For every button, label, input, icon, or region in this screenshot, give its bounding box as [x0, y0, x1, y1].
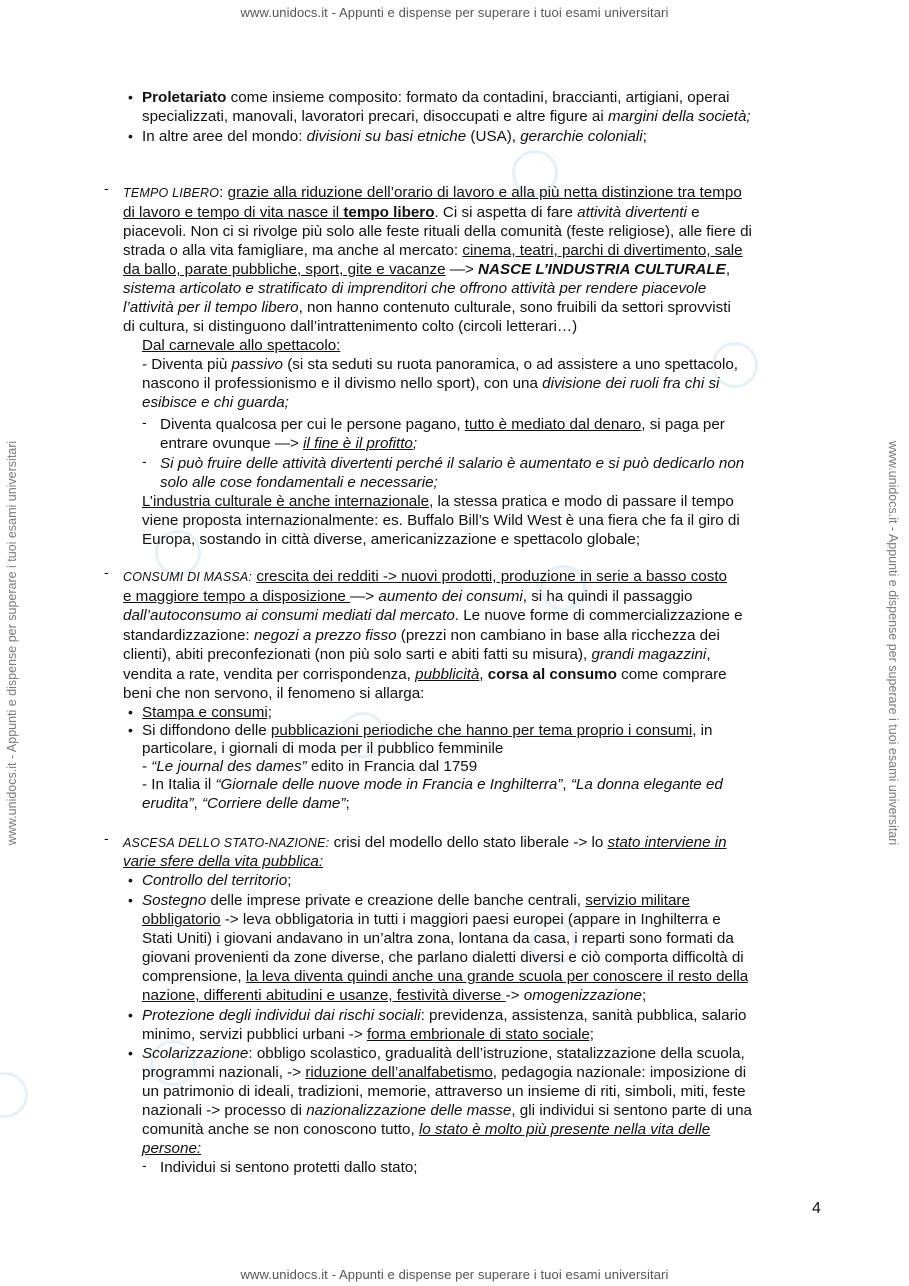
paragraph-line: [142, 967, 748, 986]
side-watermark-right: [886, 441, 900, 845]
text: , si paga per: [641, 416, 725, 433]
paragraph-line: [123, 183, 742, 203]
text-underline: cinema, teatri, parchi di divertimento, sale: [462, 242, 743, 259]
paragraph-line: [142, 127, 647, 146]
text: : obbligo scolastico, gradualità dell’istruzione, statalizzazione della scuola,: [248, 1045, 745, 1062]
bullet-icon: •: [128, 128, 133, 144]
paragraph-line: Si può fruire delle attività divertenti perché il salario è aumentato e si può dedicarlo non: [160, 455, 745, 472]
text-italic: attività divertenti: [577, 204, 687, 221]
text: Si diffondono delle: [142, 722, 271, 739]
side-watermark-right-text: www.unidocs.it - Appunti e dispense per superare i tuoi esami universitari: [886, 440, 900, 846]
dash-icon: -: [142, 1157, 147, 1173]
text: ;: [412, 435, 418, 452]
paragraph-line: [123, 626, 720, 645]
text-italic: Protezione degli individui dai rischi sociali: [142, 1007, 421, 1024]
text: , in: [692, 722, 713, 739]
text-italic: passivo: [231, 356, 283, 373]
paragraph-line: [123, 260, 730, 279]
side-watermark-left-text: www.unidocs.it - Appunti e dispense per superare i tuoi esami universitari: [5, 440, 19, 846]
paragraph-line: [123, 833, 727, 853]
text-italic: erudita”: [142, 795, 194, 812]
dash-icon: -: [142, 453, 147, 469]
page-number: 4: [812, 1200, 821, 1217]
dash-icon: -: [104, 180, 109, 196]
text: (prezzi non cambiano in base alla ricchezza dei: [396, 627, 720, 644]
paragraph-line: [123, 665, 727, 684]
paragraph-line: sistema articolato e stratificato di imprenditori che offrono attività per rendere piacevole: [123, 280, 707, 297]
text-italic-underline: il fine è il profitto: [303, 435, 413, 452]
text: e: [686, 204, 700, 221]
page-header-watermark: www.unidocs.it - Appunti e dispense per superare i tuoi esami universitari: [240, 5, 669, 20]
paragraph-line: [123, 241, 743, 260]
paragraph-line: piacevoli. Non ci si rivolge più solo alle feste rituali della comunità (feste religiose), alle fiere di: [123, 223, 752, 240]
paragraph-line: Individui si sentono protetti dallo stato;: [160, 1159, 418, 1176]
text-bold: corsa al consumo: [487, 666, 617, 683]
text: , si ha quindi il passaggio: [522, 588, 693, 605]
text: come comprare: [616, 666, 727, 683]
text: come insieme composito: formato da contadini, braccianti, artigiani, operai: [226, 89, 730, 106]
subheading-line: Dal carnevale allo spettacolo:: [142, 337, 341, 354]
dash-icon: -: [142, 414, 147, 430]
bullet-icon: •: [128, 892, 133, 908]
section-heading: TEMPO LIBERO: [123, 186, 220, 200]
text: comunità anche se non conoscono tutto,: [142, 1121, 419, 1138]
paragraph-line: viene proposta internazionalmente: es. Buffalo Bill’s Wild West è una fiera che fa il giro di: [142, 512, 740, 529]
paragraph-line: [142, 1025, 594, 1044]
text-underline: di lavoro e tempo di vita nasce il: [123, 204, 344, 221]
text: nazionali -> processo di: [142, 1102, 307, 1119]
paragraph-line: Stati Uniti) i giovani andavano in un’altra zona, lontana da casa, i reparti sono formati da: [142, 930, 734, 947]
bullet-icon: •: [128, 704, 133, 720]
text: delle imprese private e creazione delle banche centrali,: [206, 892, 586, 909]
text-underline: crescita dei redditi -> nuovi prodotti, produzione in serie a basso costo: [256, 568, 727, 585]
text: In altre aree del mondo:: [142, 128, 307, 145]
paragraph-line: solo alle cose fondamentali e necessarie;: [160, 474, 438, 491]
text-italic-underline: lo stato è molto più presente nella vita delle: [418, 1121, 711, 1138]
dash-icon: -: [104, 564, 109, 580]
text: entrare ovunque —>: [160, 435, 304, 452]
paragraph-line: varie sfere della vita pubblica:: [123, 853, 324, 870]
paragraph-line: [123, 587, 692, 606]
paragraph-line: [142, 1120, 710, 1139]
text-italic: “Corriere delle dame”: [201, 795, 346, 812]
text-underline: pubblicazioni periodiche che hanno per tema proprio i consumi: [270, 722, 693, 739]
text: crisi del modello dello stato liberale -> lo: [329, 834, 608, 851]
text: , gli individui si sentono parte di una: [511, 1102, 752, 1119]
text: -: [142, 758, 152, 775]
paragraph-line: [123, 645, 711, 664]
text: ,: [725, 261, 731, 278]
text: minimo, servizi pubblici urbani ->: [142, 1026, 367, 1043]
text: programmi nazionali, ->: [142, 1064, 306, 1081]
text: ,: [479, 666, 488, 683]
text: edito in Francia dal 1759: [306, 758, 478, 775]
paragraph-line: [160, 434, 417, 453]
text: -> leva obbligatoria in tutti i maggiori paesi europei (appare in Inghilterra e: [220, 911, 721, 928]
text-italic: omogenizzazione: [523, 987, 642, 1004]
text: - In Italia il: [142, 776, 216, 793]
paragraph-line: [142, 986, 646, 1005]
text: specializzati, manovali, lavoratori precari, disoccupati e altre figure ai: [142, 108, 608, 125]
paragraph-line: giovani provenienti da zone diverse, che parlano dialetti diversi e ciò comporta difficoltà di: [142, 949, 744, 966]
paragraph-line: [142, 721, 712, 740]
paragraph-line: [142, 1101, 752, 1120]
text-italic: negozi a prezzo fisso: [253, 627, 397, 644]
text: . Ci si aspetta di fare: [434, 204, 578, 221]
text-underline: L’industria culturale è anche internazionale: [142, 493, 430, 510]
paragraph-line: [142, 775, 723, 794]
bullet-icon: •: [128, 1007, 133, 1023]
text-italic: divisioni su basi etniche: [306, 128, 467, 145]
paragraph-line: [142, 910, 721, 929]
paragraph-line: [123, 203, 700, 222]
paragraph-line: [142, 1063, 746, 1082]
text: ;: [287, 872, 292, 889]
text-underline: nazione, differenti abitudini e usanze, festività diverse: [142, 987, 506, 1004]
paragraph-line: [142, 1044, 745, 1063]
bullet-icon: •: [128, 1045, 133, 1061]
paragraph-line: [142, 107, 751, 126]
text: , la stessa pratica e modo di passare il tempo: [429, 493, 734, 510]
text-italic: dall’autoconsumo ai consumi mediati dal mercato: [123, 607, 455, 624]
paragraph-line: di cultura, si distinguono dall’intrattenimento colto (circoli letterari…): [123, 318, 578, 335]
text-underline: la leva diventa quindi anche una grande scuola per conoscere il resto della: [245, 968, 749, 985]
page-footer-watermark: www.unidocs.it - Appunti e dispense per superare i tuoi esami universitari: [240, 1267, 669, 1282]
bullet-icon: •: [128, 872, 133, 888]
text: :: [219, 184, 228, 201]
text-italic: nazionalizzazione delle masse: [306, 1102, 512, 1119]
paragraph-line: [142, 374, 719, 393]
text: vendita a rate, vendita per corrispondenza,: [123, 666, 416, 683]
text-italic: “Le journal des dames”: [151, 758, 307, 775]
text: ;: [641, 987, 647, 1004]
section-heading: CONSUMI DI MASSA:: [123, 570, 253, 584]
text: (USA),: [466, 128, 521, 145]
text: , non hanno contenuto culturale, sono fruibili da settori sprovvisti: [298, 299, 731, 316]
paragraph-line: [123, 606, 743, 625]
section-heading: ASCESA DELLO STATO-NAZIONE:: [123, 836, 330, 850]
watermark-logo-icon: [0, 1072, 28, 1118]
text: (si sta seduti su ruota panoramica, o ad assistere a uno spettacolo,: [282, 356, 739, 373]
text-italic: gerarchie coloniali: [520, 128, 643, 145]
text-italic: aumento dei consumi: [378, 588, 523, 605]
text-underline: grazie alla riduzione dell’orario di lavoro e alla più netta distinzione tra tempo: [227, 184, 742, 201]
text: - Diventa più: [142, 356, 232, 373]
text: . Le nuove forme di commercializzazione e: [454, 607, 743, 624]
text-italic: margini della società;: [607, 108, 751, 125]
paragraph-line: Stampa e consumi;: [142, 704, 272, 721]
text: —>: [350, 588, 379, 605]
text: ,: [562, 776, 571, 793]
text-underline: e maggiore tempo a disposizione: [123, 588, 351, 605]
text-bold: Proletariato: [142, 89, 227, 106]
paragraph-line: [142, 88, 730, 107]
paragraph-line: [123, 298, 731, 317]
text-italic: l’attività per il tempo libero: [123, 299, 299, 316]
paragraph-line: [142, 1006, 746, 1025]
text-italic: Sostegno: [142, 892, 207, 909]
text: —>: [445, 261, 479, 278]
text-italic-underline: stato interviene in: [607, 834, 727, 851]
text: ->: [505, 987, 524, 1004]
bullet-icon: •: [128, 89, 133, 105]
text-italic: Controllo del territorio: [142, 872, 288, 889]
paragraph-line: [142, 871, 291, 890]
text: ;: [642, 128, 647, 145]
text-bold: tempo libero: [343, 204, 435, 221]
text-italic: divisione dei ruoli fra chi si: [542, 375, 720, 392]
text: comprensione,: [142, 968, 246, 985]
paragraph-line: [142, 757, 477, 776]
text-italic-underline: pubblicità: [415, 666, 480, 683]
paragraph-line: persone:: [142, 1140, 202, 1157]
text-italic: “Giornale delle nuove mode in Francia e Inghilterra”: [215, 776, 563, 793]
text-underline: da ballo, parate pubbliche, sport, gite e vacanze: [123, 261, 446, 278]
side-watermark-left: [5, 441, 19, 845]
text-bold-italic: NASCE L’INDUSTRIA CULTURALE: [478, 261, 726, 278]
paragraph-line: [142, 355, 738, 374]
text-italic: grandi magazzini: [591, 646, 707, 663]
text: nascono il professionismo e il divismo nello sport), con una: [142, 375, 543, 392]
paragraph-line: Europa, sostando in città diverse, americanizzazione e spettacolo globale;: [142, 531, 641, 548]
text: , pedagogia nazionale: imposizione di: [492, 1064, 747, 1081]
paragraph-line: un patrimonio di ideali, tradizioni, memorie, attraverso un insieme di riti, simboli, miti, feste: [142, 1083, 746, 1100]
dash-icon: -: [104, 830, 109, 846]
text-underline: tutto è mediato dal denaro: [464, 416, 642, 433]
text-underline: obbligatorio: [142, 911, 221, 928]
text-underline: forma embrionale di stato sociale;: [366, 1026, 595, 1043]
text: ,: [706, 646, 711, 663]
paragraph-line: [160, 415, 725, 434]
text: Diventa qualcosa per cui le persone pagano,: [160, 416, 465, 433]
text-italic: Scolarizzazione: [142, 1045, 249, 1062]
text-underline: riduzione dell’analfabetismo: [305, 1064, 493, 1081]
paragraph-line: [142, 492, 734, 511]
text-underline: servizio militare: [585, 892, 690, 909]
paragraph-line: particolare, i giornali di moda per il pubblico femminile: [142, 740, 504, 757]
text-italic: “La donna elegante ed: [570, 776, 723, 793]
paragraph-line: esibisce e chi guarda;: [142, 394, 289, 411]
paragraph-line: [142, 794, 350, 813]
paragraph-line: beni che non servono, il fenomeno si allarga:: [123, 685, 425, 702]
text: : previdenza, assistenza, sanità pubblica, salario: [420, 1007, 747, 1024]
paragraph-line: [142, 891, 690, 910]
text: clienti), abiti preconfezionati (non più solo sarti e abiti fatti su misura),: [123, 646, 592, 663]
paragraph-line: [123, 567, 727, 587]
text: ;: [345, 795, 350, 812]
text: ,: [193, 795, 202, 812]
bullet-icon: •: [128, 722, 133, 738]
text: strada o alla vita famigliare, ma anche al mercato:: [123, 242, 463, 259]
text: standardizzazione:: [123, 627, 254, 644]
